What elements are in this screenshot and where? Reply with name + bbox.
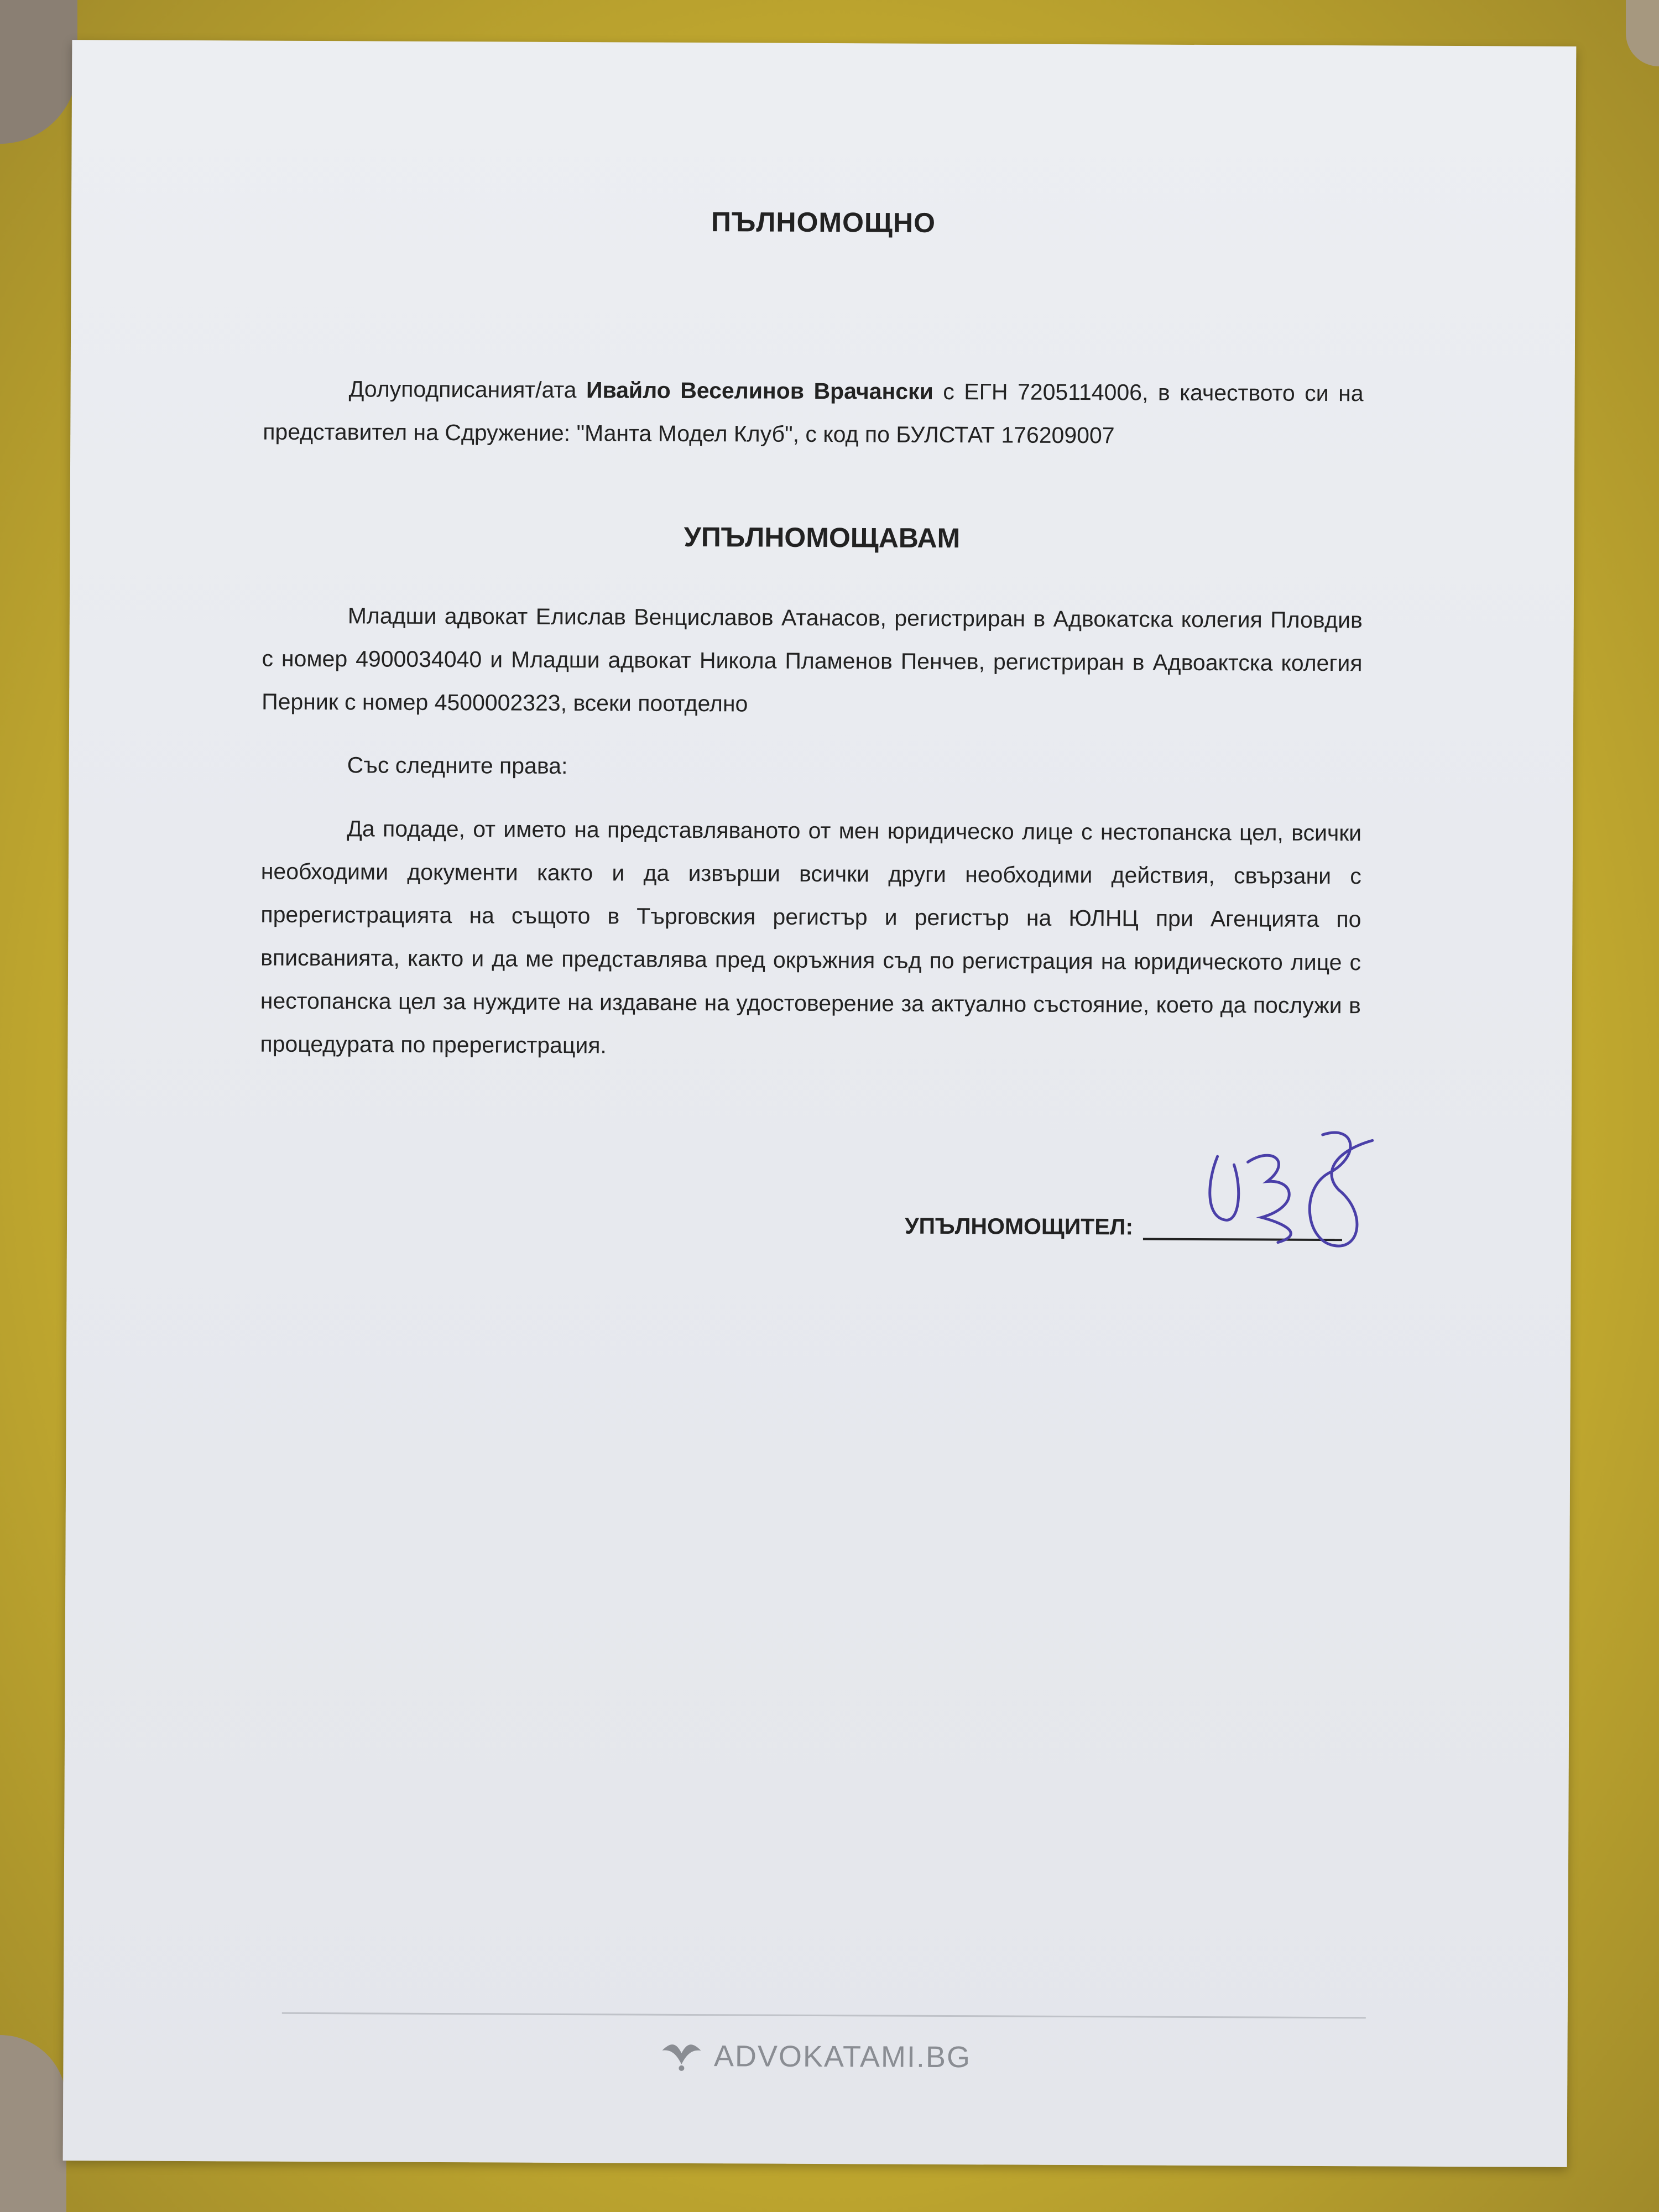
background-corner xyxy=(1626,0,1659,66)
intro-rest: с ЕГН 7205114006, в качеството си на представител на Сдружение: "Манта Модел Клуб", с код по БУЛСТАТ 176209007 xyxy=(263,378,1364,448)
background-corner xyxy=(0,2035,66,2212)
footer-logo xyxy=(63,2036,1567,2077)
background-corner xyxy=(0,0,77,144)
document-title: ПЪЛНОМОЩНО xyxy=(711,206,936,238)
attorneys-paragraph: Младши адвокат Елислав Венциславов Атанасов, регистриран в Адвокатска колегия Пловдив с номер 4900034040 и Младши адвокат Никола Пламенов Пенчев, регистриран в Адвоактска колегия Перник с номер 4500002323, всеки поотделно xyxy=(262,603,1363,717)
advokatami-logo-icon xyxy=(660,2039,704,2073)
rights-paragraph: Да подаде, от името на представляваното от мен юридическо лице с нестопанска цел, всички необходими документи както и да извърши всички други необходими действия, свързани с пререгистрацията на същото в Търговския регистър и регистър на ЮЛНЦ при Агенцията по вписванията, както и да ме представлява пред окръжния съд по регистрация на юридическото лице с нестопанска цел за нуждите на издаване на удостоверение за актуално състояние, което да послужи в процедурата по пререгистрация. xyxy=(260,816,1362,1058)
footer-divider xyxy=(282,2012,1366,2019)
rights-label: Със следните права: xyxy=(347,752,568,779)
footer-logo-text: ADVOKATAMI.BG xyxy=(713,2039,972,2074)
principal-name: Ивайло Веселинов Врачански xyxy=(586,377,933,404)
intro-paragraph xyxy=(263,367,1364,458)
intro-lead: Долуподписаният/ата xyxy=(348,376,577,403)
authorize-heading: УПЪЛНОМОЩАВАМ xyxy=(684,521,961,554)
document-page xyxy=(63,40,1577,2167)
principal-label: УПЪЛНОМОЩИТЕЛ: xyxy=(904,1213,1134,1240)
handwritten-signature xyxy=(1195,1123,1378,1256)
